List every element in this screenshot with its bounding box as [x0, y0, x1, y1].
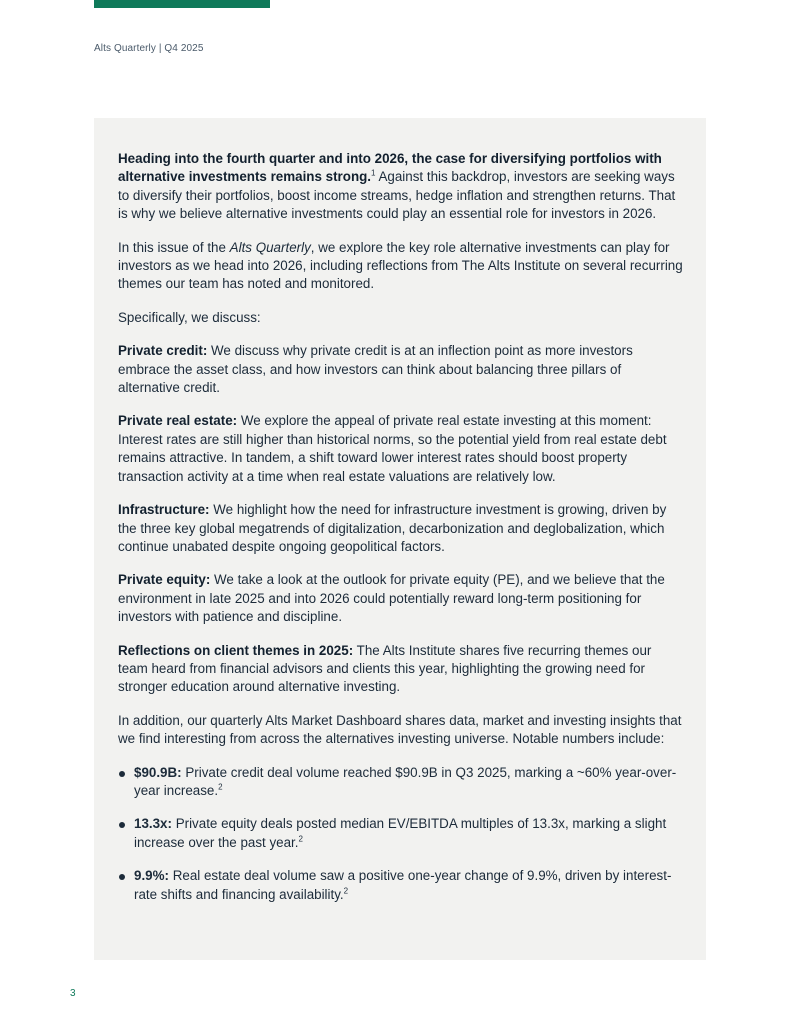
topic-text: We highlight how the need for infrastructure investment is growing, driven by the three key global megatrends of digitalization, decarbonization and deglobalization, which continue unabated despite ongoing geopolitical factors.	[118, 502, 667, 554]
notable-numbers-list	[118, 764, 684, 904]
running-header: Alts Quarterly | Q4 2025	[94, 43, 204, 54]
list-item	[118, 867, 684, 904]
stat-text: Private equity deals posted median EV/EBITDA multiples of 13.3x, marking a slight increase over the past year.	[134, 816, 667, 850]
topic-private-credit	[118, 342, 684, 397]
topic-label: Private credit:	[118, 343, 208, 359]
stat-label: $90.9B:	[134, 764, 182, 780]
footnote-ref: 1	[371, 168, 376, 178]
topic-private-real-estate	[118, 412, 684, 486]
issue-paragraph	[118, 239, 684, 294]
stat-label: 9.9%:	[134, 868, 169, 884]
topic-label: Infrastructure:	[118, 502, 210, 518]
topic-label: Reflections on client themes in 2025:	[118, 642, 354, 658]
intro-lead-bold: Heading into the fourth quarter and into 2026, the case for diversifying portfolios with alternative investments remains strong.	[118, 151, 662, 185]
topic-text: We take a look at the outlook for private equity (PE), and we believe that the environment in late 2025 and into 2026 could potentially reward long-term positioning for investors with patience and discipline.	[118, 572, 665, 625]
bullet-icon	[119, 874, 125, 880]
list-item	[118, 815, 684, 852]
stat-text: Real estate deal volume saw a positive one-year change of 9.9%, driven by interest-rate shifts and financing availability.	[134, 868, 672, 902]
bullet-icon	[119, 771, 125, 777]
footnote-ref: 2	[218, 782, 223, 792]
publication-title: Alts Quarterly	[229, 239, 311, 255]
content-panel	[94, 118, 706, 960]
intro-lead-rest: Against this backdrop, investors are seeking ways to diversify their portfolios, boost income streams, hedge inflation and strengthen returns. That is why we believe alternative investments could play an essential role for investors in 2026.	[118, 169, 676, 222]
topic-label: Private equity:	[118, 572, 211, 588]
list-item	[118, 764, 684, 801]
topic-private-equity	[118, 571, 684, 626]
topic-label: Private real estate:	[118, 413, 238, 429]
issue-text-before: In this issue of the	[118, 239, 230, 255]
stat-text: Private credit deal volume reached $90.9B in Q3 2025, marking a ~60% year-over-year increase.	[134, 764, 677, 798]
bullet-icon	[119, 822, 125, 828]
topic-text: The Alts Institute shares five recurring themes our team heard from financial advisors and clients this year, highlighting the growing need for stronger education around alternative investing.	[118, 642, 652, 695]
specifically-paragraph: Specifically, we discuss:	[118, 309, 261, 325]
topic-text: We discuss why private credit is at an inflection point as more investors embrace the asset class, and how investors can think about balancing three pillars of alternative credit.	[118, 343, 633, 396]
brand-accent-bar	[94, 0, 270, 8]
issue-text-after: , we explore the key role alternative investments can play for investors as we head into 2026, including reflections from The Alts Institute on several recurring themes our team has noted and monitored.	[118, 239, 683, 292]
topic-client-themes	[118, 642, 684, 697]
dashboard-intro-paragraph: In addition, our quarterly Alts Market Dashboard shares data, market and investing insights that we find interesting from across the alternatives investing universe. Notable numbers include:	[118, 712, 682, 747]
topic-infrastructure	[118, 501, 684, 556]
intro-paragraph	[118, 150, 684, 224]
page-number: 3	[70, 988, 76, 999]
stat-label: 13.3x:	[134, 816, 172, 832]
footnote-ref: 2	[298, 834, 303, 844]
footnote-ref: 2	[343, 886, 349, 896]
topic-text: We explore the appeal of private real estate investing at this moment: Interest rates are still higher than historical norms, so the potential yield from real estate debt remains attractive. In tandem, a shift toward lower interest rates should boost property transaction activity at a time when real estate valuations are relatively low.	[118, 413, 667, 484]
